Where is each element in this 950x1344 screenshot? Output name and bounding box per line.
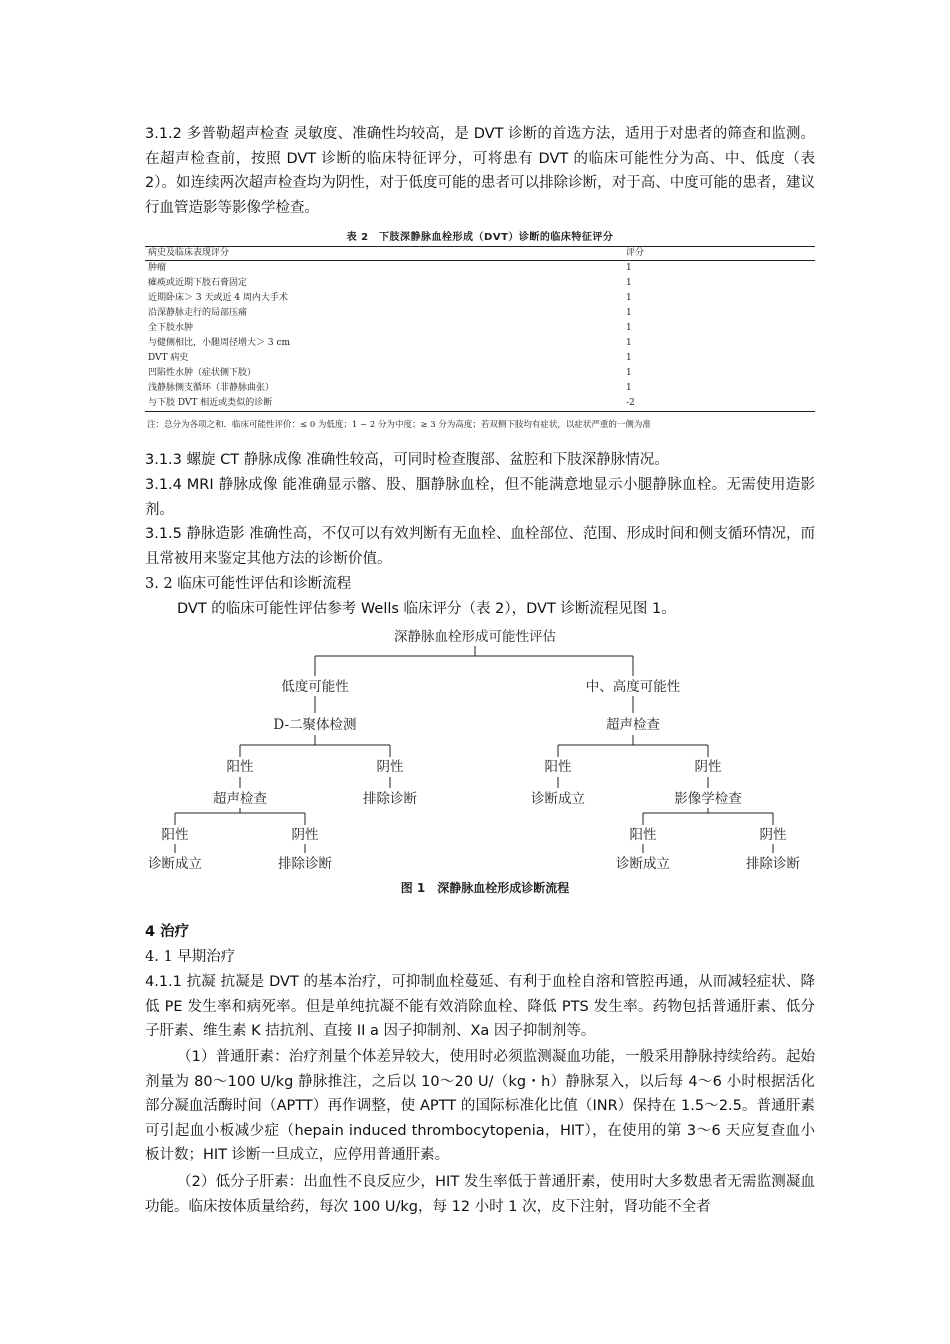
flow-mid-high: 中、高度可能性 [585,679,681,695]
table-row [145,366,815,381]
flow-negative: 阴性 [759,827,787,843]
table-cell: 与下肢 DVT 相近或类似的诊断 [148,398,273,408]
flow-confirm: 诊断成立 [148,856,202,872]
flow-negative: 阴性 [376,759,404,775]
flow-confirm: 诊断成立 [616,856,670,872]
flow-root: 深静脉血栓形成可能性评估 [394,629,556,645]
flow-ultrasound-left: 超声检查 [213,791,267,807]
table-cell: 浅静脉侧支循环（非静脉曲张） [148,383,275,393]
table-cell: 1 [626,263,632,273]
table-header-cell: 评分 [626,248,645,258]
table-row [145,321,815,336]
table-row [145,381,815,396]
flow-positive: 阳性 [161,827,189,843]
table-row [145,291,815,306]
section-3-1-5: 3.1.5 静脉造影 准确性高，不仅可以有效判断有无血栓、血栓部位、范围、形成时间和侧支循环情况，而且常被用来鉴定其他方法的诊断价值。 [145,526,815,567]
table-2 [145,231,815,430]
table-cell: 与健侧相比，小腿周径增大＞ 3 cm [148,338,291,348]
table-header-cell: 病史及临床表现评分 [148,248,230,258]
paragraph-heparin: （1）普通肝素：治疗剂量个体差异较大，使用时必须监测凝血功能，一般采用静脉持续给药。起始剂量为 80～100 U/kg 静脉推注，之后以 10～20 U/（kg・h）静脉泵入，以后每 4～6 小时根据活化部分凝血活酶时间（APTT）再作调整，使 APTT 的国际标准化比值（INR）保持在 1.5～2.5。普通肝素可引起血小板减少症（hepain induced thrombocytopenia，HIT），在使用的第 3～6 天应复查血小板计数；HIT 诊断一旦成立，应停用普通肝素。 [145,1049,815,1164]
flow-negative: 阴性 [291,827,319,843]
flow-exclude: 排除诊断 [278,856,332,872]
table-row [145,396,815,411]
section-3-1-3: 3.1.3 螺旋 CT 静脉成像 准确性较高，可同时检查腹部、盆腔和下肢深静脉情况。 [145,452,669,468]
flow-negative: 阴性 [694,759,722,775]
table-cell: 瘫痪或近期下肢石膏固定 [148,278,248,288]
table-row [145,336,815,351]
table-row [145,351,815,366]
table-cell: 1 [626,353,632,363]
table-cell: 1 [626,308,632,318]
table-cell: 1 [626,338,632,348]
table-row [145,276,815,291]
table-2-grid [145,246,815,412]
flow-positive: 阳性 [629,827,657,843]
table-cell: 1 [626,278,632,288]
section-4-1-1: 4.1.1 抗凝 抗凝是 DVT 的基本治疗，可抑制血栓蔓延、有利于血栓自溶和管腔再通，从而减轻症状、降低 PE 发生率和病死率。但是单纯抗凝不能有效消除血栓、降低 PTS 发生率。药物包括普通肝素、低分子肝素、维生素 K 拮抗剂、直接 II a 因子抑制剂、Xa 因子抑制剂等。 [145,974,815,1040]
flow-ddimer: D-二聚体检测 [273,717,357,733]
flow-positive: 阳性 [544,759,572,775]
flow-imaging: 影像学检查 [674,791,742,807]
figure-1-caption: 图 1 深静脉血栓形成诊断流程 [400,881,570,895]
table-row [145,306,815,321]
flow-exclude: 排除诊断 [746,856,800,872]
table-cell: 沿深静脉走行的局部压痛 [148,308,248,318]
flow-exclude: 排除诊断 [363,791,417,807]
section-3-2-heading: 3. 2 临床可能性评估和诊断流程 [145,576,352,592]
table-cell: 1 [626,368,632,378]
section-3-1-2: 3.1.2 多普勒超声检查 灵敏度、准确性均较高，是 DVT 诊断的首选方法，适用于对患者的筛查和监测。在超声检查前，按照 DVT 诊断的临床特征评分，可将患有 DVT 的临床可能性分为高、中、低度（表 2）。如连续两次超声检查均为阴性，对于低度可能的患者可以排除诊断，对于高、中度可能的患者，建议行血管造影等影像学检查。 [145,126,815,216]
table-cell: -2 [626,398,635,408]
paragraph-lmwh: （2）低分子肝素：出血性不良反应少，HIT 发生率低于普通肝素，使用时大多数患者无需监测凝血功能。临床按体质量给药，每次 100 U/kg，每 12 小时 1 次，皮下注射，肾功能不全者 [145,1174,815,1215]
section-3-2-text: DVT 的临床可能性评估参考 Wells 临床评分（表 2），DVT 诊断流程见图 1。 [177,601,676,617]
flow-positive: 阳性 [226,759,254,775]
table-cell: 全下肢水肿 [148,323,194,333]
flow-low: 低度可能性 [281,679,349,695]
section-4-heading: 4 治疗 [145,924,190,940]
flow-ultrasound-right: 超声检查 [606,717,660,733]
diagnosis-flowchart [0,620,950,900]
table-cell: 凹陷性水肿（症状侧下肢） [148,368,257,378]
table-cell: 1 [626,383,632,393]
table-cell: DVT 病史 [148,353,189,363]
table-header-row [145,247,815,261]
flow-confirm: 诊断成立 [531,791,585,807]
table-cell: 1 [626,293,632,303]
table-row [145,261,815,276]
section-4-1-heading: 4. 1 早期治疗 [145,949,236,965]
table-cell: 1 [626,323,632,333]
table-cell: 近期卧床＞ 3 天或近 4 周内大手术 [148,293,288,303]
table-2-title: 表 2 下肢深静脉血栓形成（DVT）诊断的临床特征评分 [346,232,614,243]
section-3-1-4: 3.1.4 MRI 静脉成像 能准确显示髂、股、腘静脉血栓，但不能满意地显示小腿静脉血栓。无需使用造影剂。 [145,477,815,518]
table-cell: 肿瘤 [148,263,167,273]
table-2-note: 注：总分为各项之和．临床可能性评价：≤ 0 为低度；1 ~ 2 分为中度；≥ 3 分为高度；若双侧下肢均有症状，以症状严重的一侧为准 [147,420,651,430]
